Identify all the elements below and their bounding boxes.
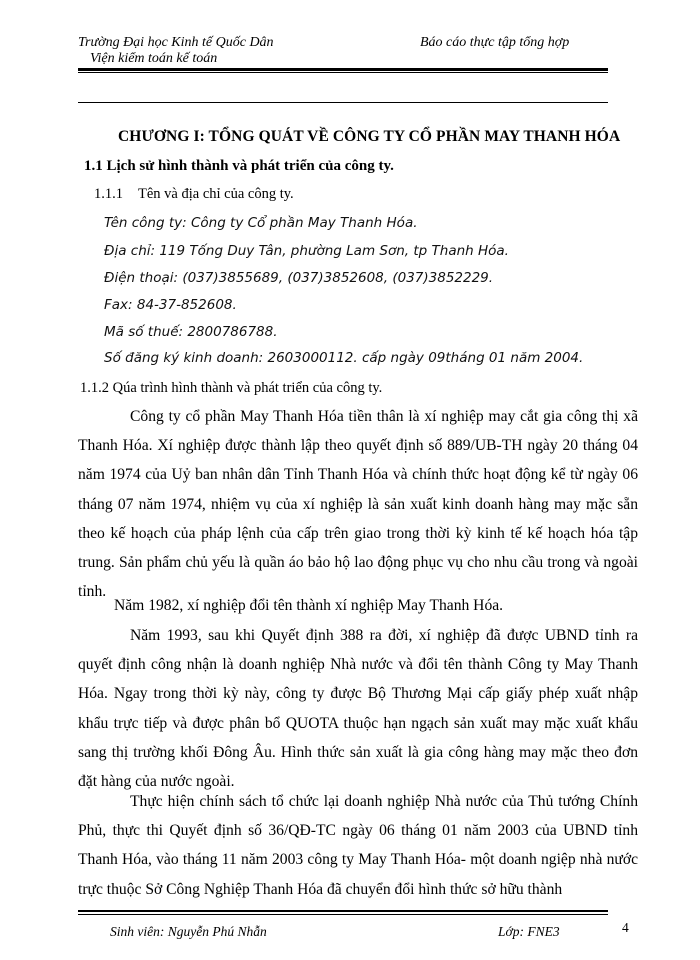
paragraph-1993: Năm 1993, sau khi Quyết định 388 ra đời, xí nghiệp đã được UBND tỉnh ra quyết định công nhận là doanh nghiệp Nhà nước và đổi tên thành Công ty May Thanh Hóa. Ngay trong thời kỳ này, công ty được Bộ Thương Mại cấp giấy phép xuất nhập khẩu trực tiếp và được phân bổ QUOTA thuộc hạn ngạch sản xuất may mặc xuất khẩu sang thị trường khối Đông Âu. Hình thức sản xuất là gia công hàng may mặc theo đơn đặt hàng của nước ngoài. (78, 627, 638, 791)
section-1-1-1-number: 1.1.1 (94, 186, 123, 202)
section-1-1-2-title: 1.1.2 Qúa trình hình thành và phát triển của công ty. (80, 380, 383, 396)
header-rule-thin (78, 72, 608, 73)
page-number: 4 (622, 920, 629, 935)
institute-name: Viện kiểm toán kế toán (90, 51, 218, 66)
report-type: Báo cáo thực tập tổng hợp (420, 35, 570, 50)
company-business-registration: Số đăng ký kinh doanh: 2603000112. cấp ngày 09tháng 01 năm 2004. (104, 350, 584, 366)
chapter-title: CHƯƠNG I: TỔNG QUÁT VỀ CÔNG TY CỔ PHẦN MAY THANH HÓA (118, 128, 621, 145)
footer-rule-thick (78, 910, 608, 912)
paragraph-restructure: Thực hiện chính sách tổ chức lại doanh nghiệp Nhà nước của Thủ tướng Chính Phủ, thực thi Quyết định số 36/QĐ-TC ngày 06 tháng 01 năm 2003 của UBND tỉnh Thanh Hóa, vào tháng 11 năm 2003 công ty May Thanh Hóa- một doanh ngiệp nhà nước trực thuộc Sở Công Nghiệp Thanh Hóa đã chuyển đổi hình thức sở hữu thành (78, 793, 638, 898)
header-rule-thick (78, 68, 608, 71)
company-fax: Fax: 84-37-852608. (104, 297, 237, 313)
company-address: Địa chỉ: 119 Tống Duy Tân, phường Lam Sơn, tp Thanh Hóa. (104, 243, 509, 259)
section-1-1-1-title: Tên và địa chỉ của công ty. (138, 186, 294, 202)
footer-student: Sinh viên: Nguyễn Phú Nhẫn (110, 924, 267, 939)
paragraph-1982: Năm 1982, xí nghiệp đổi tên thành xí nghiệp May Thanh Hóa. (114, 597, 504, 614)
header-rule-bottom (78, 102, 608, 103)
paragraph-history: Công ty cổ phần May Thanh Hóa tiền thân là xí nghiệp may cắt gia công thị xã Thanh Hóa. Xí nghiệp được thành lập theo quyết định số 889/UB-TH ngày 20 tháng 04 năm 1974 của Uỷ ban nhân dân Tỉnh Thanh Hóa và chính thức hoạt động kể từ ngày 06 tháng 07 năm 1974, nhiệm vụ của xí nghiệp là sản xuất kinh doanh hàng may mặc sẵn theo kế hoạch của pháp lệnh của cấp trên giao trong thời kỳ kinh tế kế hoạch hóa tập trung. Sản phẩm chủ yếu là quần áo bảo hộ lao động phục vụ cho nhu cầu trong và ngoài tỉnh. (78, 408, 638, 601)
company-name: Tên công ty: Công ty Cổ phần May Thanh Hóa. (104, 215, 418, 231)
company-tax-code: Mã số thuế: 2800786788. (104, 324, 278, 340)
footer-rule-thin (78, 914, 608, 915)
company-phone: Điện thoại: (037)3855689, (037)3852608, (037)3852229. (104, 270, 494, 286)
university-name: Trường Đại học Kinh tế Quốc Dân (78, 35, 274, 50)
footer-class: Lớp: FNE3 (498, 924, 560, 939)
section-1-1-title: 1.1 Lịch sử hình thành và phát triển của công ty. (84, 158, 394, 174)
